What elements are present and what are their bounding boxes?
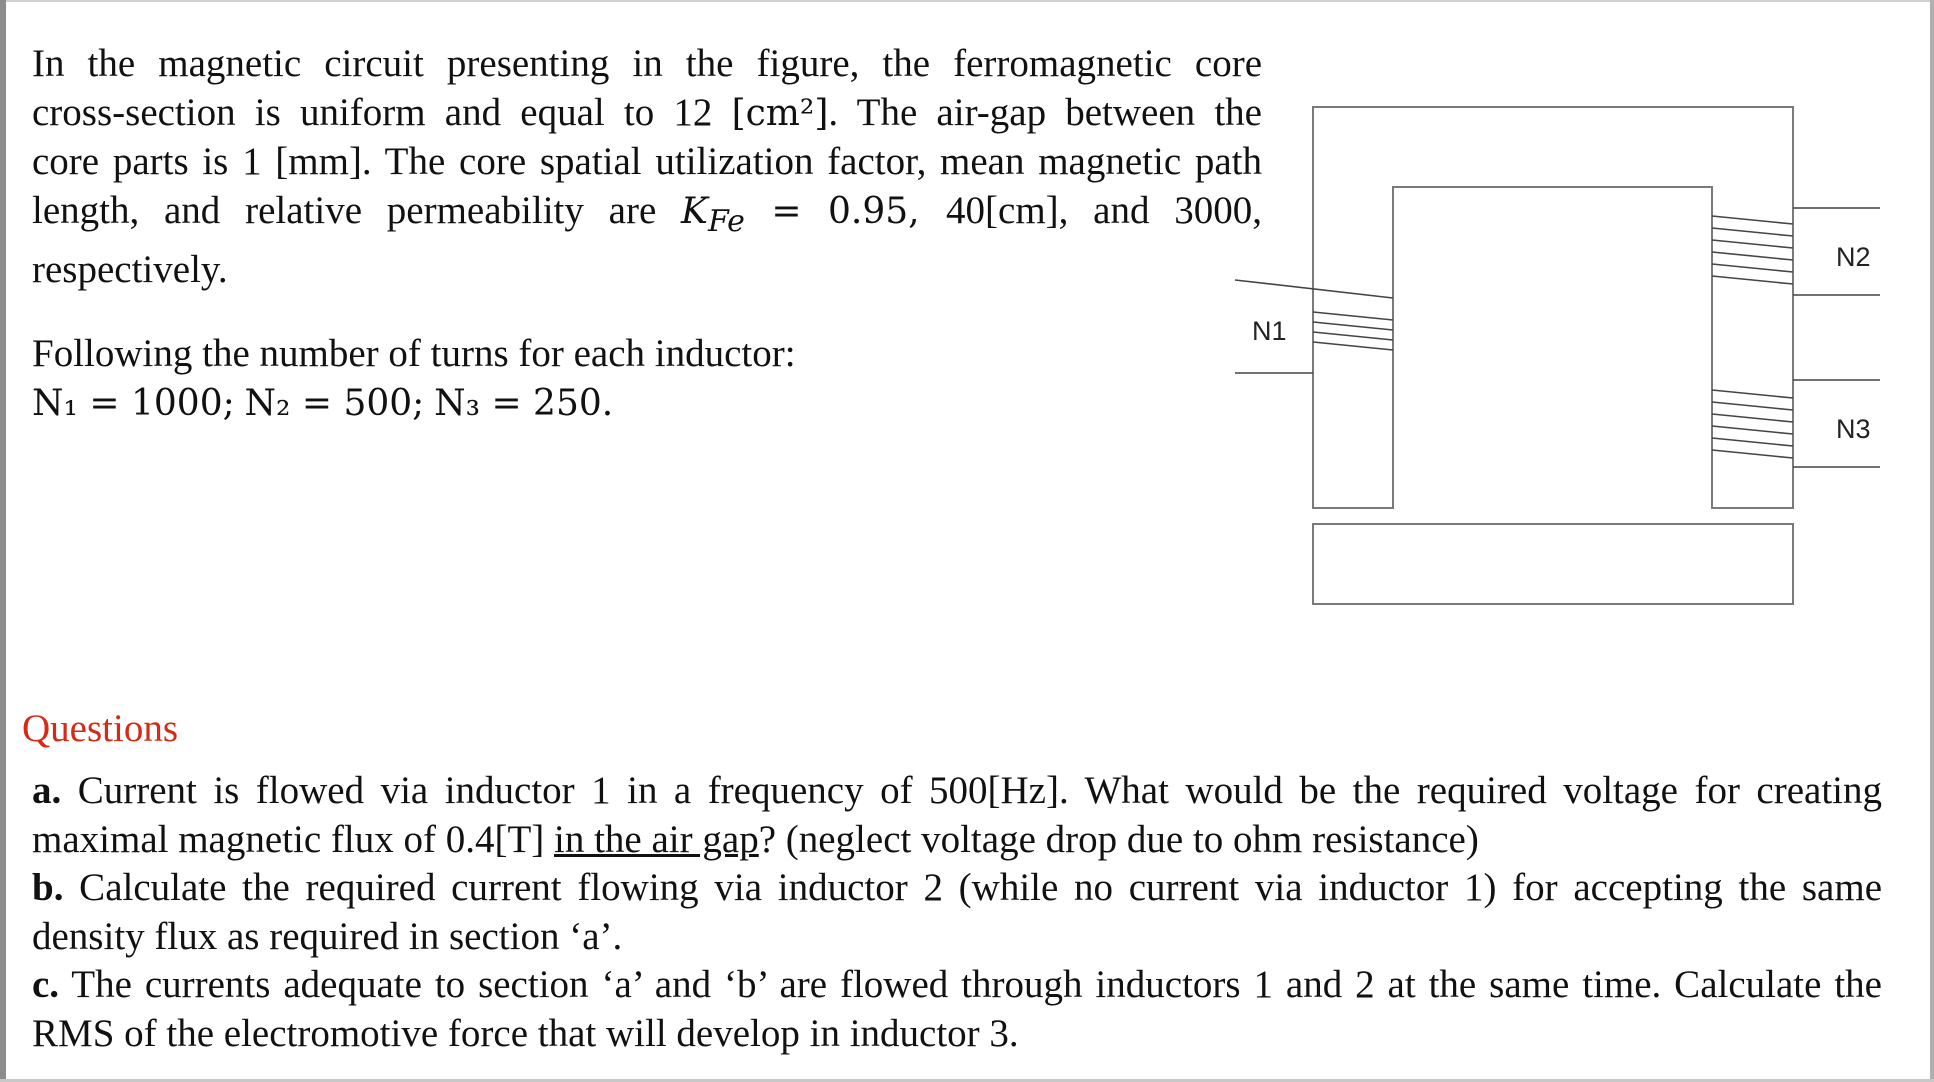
n2-value: N₂ = 500; bbox=[244, 382, 425, 424]
page-top-border bbox=[0, 0, 1934, 2]
turns-section bbox=[32, 330, 932, 428]
label-n1: N1 bbox=[1252, 316, 1287, 346]
intro-line-4a: length, and relative permeability are bbox=[32, 188, 682, 232]
page-left-border bbox=[0, 0, 6, 1082]
questions-list bbox=[32, 767, 1882, 1058]
intro-line-1: In the magnetic circuit presenting in the figure, the ferromagnetic core bbox=[32, 42, 1262, 85]
kfe-symbol: $K_{Fe} = 0.95$, bbox=[681, 190, 947, 239]
turns-heading: Following the number of turns for each inductor: bbox=[32, 332, 796, 375]
magnetic-circuit-figure bbox=[1200, 90, 1900, 620]
intro-line-2a: cross-section is uniform and equal to 12 bbox=[32, 90, 732, 134]
n3-value: N₃ = 250. bbox=[434, 382, 614, 424]
questions-heading: Questions bbox=[22, 707, 178, 750]
air-gap-underline: in the air gap bbox=[554, 817, 759, 861]
page-right-border bbox=[1930, 0, 1934, 1082]
question-b: b. Calculate the required current flowing via inductor 2 (while no current via inductor 1) for accepting the same density flux as required in section ‘a’. bbox=[32, 866, 1882, 958]
label-n3: N3 bbox=[1836, 414, 1871, 444]
intro-line-2b: . The air-gap between the bbox=[828, 90, 1262, 134]
question-a: a. Current is flowed via inductor 1 in a frequency of 500[Hz]. What would be the required voltage for creating maximal magnetic flux of 0.4[T] in the air gap? (neglect voltage drop due to ohm resistance) bbox=[32, 769, 1882, 861]
c-core bbox=[1313, 107, 1793, 508]
problem-statement bbox=[32, 40, 1262, 295]
i-bar-core bbox=[1313, 524, 1793, 604]
intro-line-3: core parts is 1 [mm]. The core spatial utilization factor, mean magnetic path bbox=[32, 140, 1262, 183]
n1-value: N₁ = 1000; bbox=[32, 382, 235, 424]
intro-line-4b: 40[cm], and 3000, bbox=[946, 188, 1263, 232]
label-n2: N2 bbox=[1836, 242, 1871, 272]
intro-line-5: respectively. bbox=[32, 248, 228, 292]
question-c: c. The currents adequate to section ‘a’ and ‘b’ are flowed through inductors 1 and 2 at the same time. Calculate the RMS of the electromotive force that will develop in inductor 3. bbox=[32, 963, 1882, 1055]
cross-section-unit: [cm²] bbox=[731, 92, 829, 134]
